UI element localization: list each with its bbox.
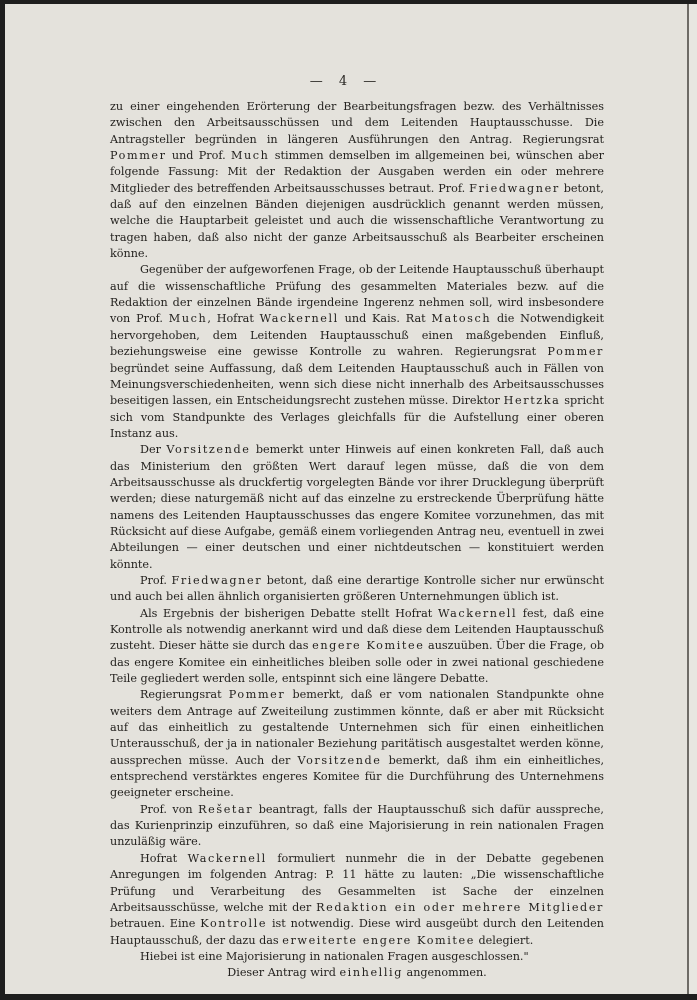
text-run: Hofrat <box>140 851 188 865</box>
spaced-emphasis: Wackernell <box>259 312 339 326</box>
text-run: bemerkt, daß ihm ein einheitliches, entsprechend verstärktes engeres Komitee für die Durchführung des Unternehmens geeigneter erscheine. <box>110 753 604 800</box>
spaced-emphasis: Hertzka <box>503 394 561 408</box>
paragraph <box>110 442 604 573</box>
spaced-emphasis: engere Komitee <box>312 639 425 653</box>
paragraph <box>110 606 604 688</box>
paragraph <box>110 965 604 981</box>
spaced-emphasis: Vorsitzende <box>166 443 251 457</box>
spaced-emphasis: Much <box>168 312 208 326</box>
text-run: Prof. von <box>140 802 199 816</box>
text-run: betrauen. Eine <box>110 917 201 931</box>
spaced-emphasis: Wackernell <box>187 851 267 865</box>
spaced-emphasis: Wackernell <box>437 606 518 620</box>
body-text <box>110 99 604 982</box>
text-run: betont, daß eine derartige Kontrolle sicher nur erwünscht und auch bei allen ähnlich organisierten größeren Unternehmungen üblich ist. <box>110 573 604 604</box>
spaced-emphasis: Pommer <box>547 345 604 359</box>
text-run: zu einer eingehenden Erörterung der Bearbeitungsfragen bezw. des Verhältnisses zwischen den Arbeitsausschüssen und dem Leitenden Hauptausschusse. Die Antragsteller begründen in längeren Ausführungen den Antrag. Regierungsrat <box>110 100 604 146</box>
text-run: Als Ergebnis der bisherigen Debatte stellt Hofrat <box>140 606 438 620</box>
adjacent-page-strip <box>689 4 697 994</box>
text-run: stimmen demselben im allgemeinen bei, wünschen aber folgende Fassung: Mit der Redaktion der Ausgaben werden ein oder mehrere Mitglieder des betreffenden Arbeitsausschusses betraut. Prof. <box>110 149 604 195</box>
text-run: und Prof. <box>166 149 231 163</box>
document-page <box>5 4 687 994</box>
text-run: ist notwendig. Diese wird ausgeübt durch den Leitenden Hauptausschuß, der dazu das <box>110 917 604 947</box>
page-number: — 4 — <box>309 74 383 89</box>
text-run: spricht sich vom Standpunkte des Verlages gleichfalls für die Aufstellung einer oberen Instanz aus. <box>110 394 604 440</box>
text-run: Prof. <box>140 573 172 587</box>
spaced-emphasis: Rešetar <box>198 802 254 816</box>
paragraph <box>110 99 604 262</box>
text-run: und Kais. Rat <box>338 312 432 326</box>
text-run: Der <box>140 443 167 457</box>
spaced-emphasis: Friedwagner <box>469 181 560 195</box>
paragraph <box>110 573 604 606</box>
text-run: bemerkt, daß er vom nationalen Standpunkte ohne weiters dem Antrage auf Zweiteilung zustimmen könnte, daß er aber mit Rücksicht auf das einheitlich zu gestaltende Unternehmen sich für einen einheitlichen Unterausschuß, der ja in nationaler Beziehung paritätisch ausgestaltet werden könne, aussprechen müsse. Auch der <box>110 688 604 767</box>
text-run: begründet seine Auffassung, daß dem Leitenden Hauptausschuß auch in Fällen von Meinungsverschiedenheiten, wenn sich diese nicht innerhalb des Arbeitsausschusses beseitigen lassen, ein Entscheidungsrecht zustehen müsse. Direktor <box>110 361 604 408</box>
text-run: betont, daß auf den einzelnen Bänden diejenigen ausdrücklich genannt werden müssen, welche die Hauptarbeit geleistet und auch die wissenschaftliche Verantwortung zu tragen haben, daß also nicht der ganze Arbeitsausschuß als Bearbeiter erscheinen könne. <box>110 181 604 261</box>
text-run: Hiebei ist eine Majorisierung in nationalen Fragen ausgeschlossen." <box>140 949 529 963</box>
spaced-emphasis: erweiterte engere Komitee <box>282 933 475 947</box>
paragraph <box>110 687 604 801</box>
text-run: Dieser Antrag wird <box>227 966 340 980</box>
text-run: formuliert nunmehr die in der Debatte gegebenen Anregungen im folgenden Antrag: P. 11 hätte zu lauten: „Die wissenschaftliche Prüfung und Verarbeitung des Gesammelten ist Sache der einzelnen Arbeitsausschüsse, welche mit der <box>110 851 605 914</box>
spaced-emphasis: einhellig <box>339 966 403 980</box>
paragraph <box>110 949 604 965</box>
paragraph <box>110 262 604 442</box>
spaced-emphasis: Vorsitzende <box>297 753 382 767</box>
text-run: fest, daß eine Kontrolle als notwendig anerkannt wird und daß diese dem Leitenden Hauptausschuß zusteht. Dieser hätte sie durch das <box>110 606 604 653</box>
spaced-emphasis: Friedwagner <box>171 573 263 587</box>
spaced-emphasis: Pommer <box>110 149 167 163</box>
spaced-emphasis: Kontrolle <box>200 917 268 931</box>
text-run: , Hofrat <box>207 312 260 326</box>
paragraph <box>110 802 604 851</box>
text-run: Gegenüber der aufgeworfenen Frage, ob der Leitende Hauptausschuß überhaupt auf die wissenschaftliche Prüfung des gesammelten Materiales bezw. auf die Redaktion der einzelnen Bände irgendeine Ingerenz nehmen soll, wird insbesondere von Prof. <box>110 263 604 326</box>
spaced-emphasis: Much <box>230 149 270 163</box>
spaced-emphasis: Redaktion ein oder mehrere Mitglieder <box>316 900 604 914</box>
spaced-emphasis: Pommer <box>228 688 286 702</box>
text-run: die Notwendigkeit hervorgehoben, dem Leitenden Hauptausschuß einen maßgebenden Einfluß, beziehungsweise eine gewisse Kontrolle zu wahren. Regierungsrat <box>110 312 604 359</box>
text-run: angenommen. <box>402 966 487 980</box>
spaced-emphasis: Matosch <box>431 312 492 326</box>
text-run: bemerkt unter Hinweis auf einen konkreten Fall, daß auch das Ministerium den größten Wert darauf legen müsse, daß die von dem Arbeitsausschusse als druckfertig vorgelegten Bände vor ihrer Drucklegung überprüft werden; diese naturgemäß nicht auf das einzelne zu erstreckende Überprüfung hätte namens des Leitenden Hauptausschusses das engere Komitee vorzunehmen, das mit Rücksicht auf diese Aufgabe, gemäß einem vorliegenden Antrag neu, eventuell in zwei Abteilungen — einer deutschen und einer nichtdeutschen — konstituiert werden könnte. <box>110 443 604 571</box>
text-run: beantragt, falls der Hauptausschuß sich dafür ausspreche, das Kurienprinzip einzuführen, so daß eine Majorisierung in rein nationalen Fragen unzuläßig wäre. <box>110 802 604 849</box>
text-run: auszuüben. Über die Frage, ob das engere Komitee ein einheitliches bleiben solle oder in zwei national geschiedene Teile gegliedert werden solle, entspinnt sich eine längere Debatte. <box>110 639 604 686</box>
text-run: delegiert. <box>474 933 534 947</box>
text-run: Regierungsrat <box>140 688 229 702</box>
paragraph <box>110 851 604 949</box>
